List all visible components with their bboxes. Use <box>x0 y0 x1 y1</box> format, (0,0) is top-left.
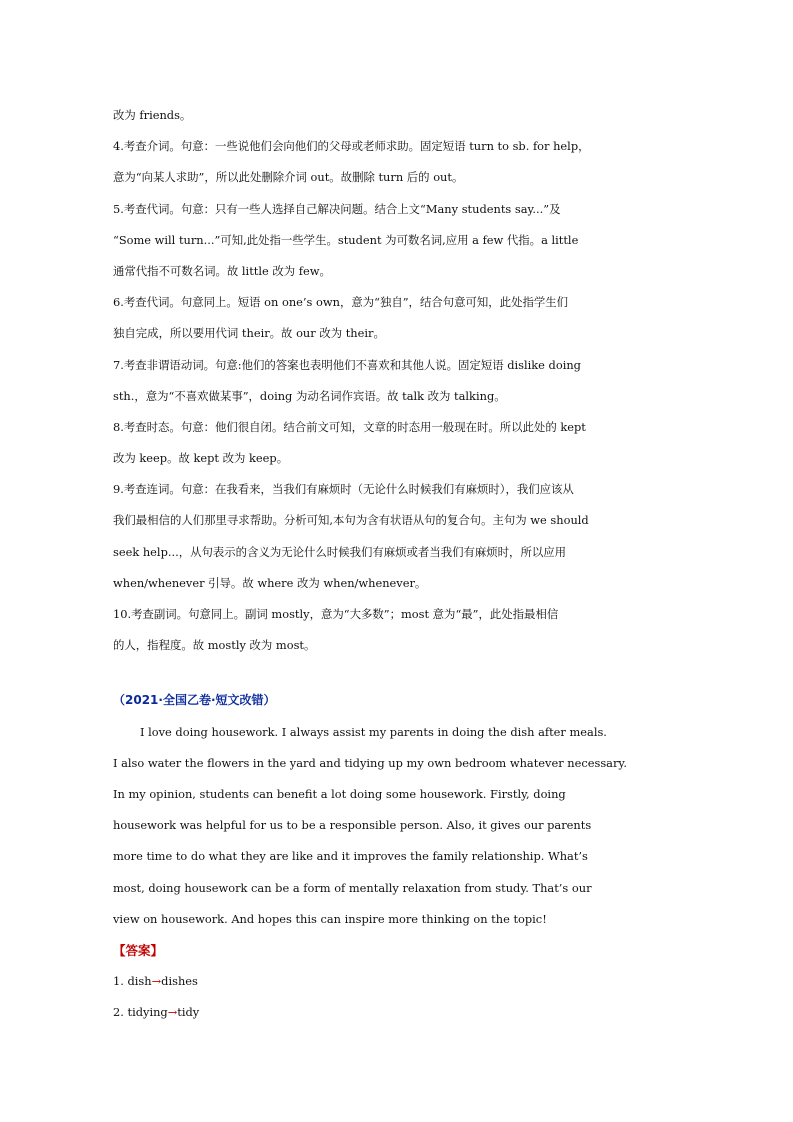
passage-line: most, doing housework can be a form of mentally relaxation from study. That’s our <box>113 880 592 895</box>
answer-correct-word: tidy <box>177 1005 200 1020</box>
passage-line: view on housework. And hopes this can inspire more thinking on the topic! <box>113 911 547 926</box>
answer-correct-word: dishes <box>161 974 198 989</box>
answer-wrong-word: tidying <box>127 1005 168 1020</box>
explanation-line: 意为“向某人求助”，所以此处删除介词 out。故删除 turn 后的 out。 <box>113 170 464 185</box>
explanation-line: 通常代指不可数名词。故 little 改为 few。 <box>113 263 331 278</box>
passage-line: I love doing housework. I always assist my parents in doing the dish after meals. <box>140 724 607 739</box>
arrow-icon: → <box>151 974 162 989</box>
passage-line: housework was helpful for us to be a responsible person. Also, it gives our parents <box>113 818 592 833</box>
answer-number: 1. <box>113 974 124 989</box>
explanation-line: when/whenever 引导。故 where 改为 when/whenever。 <box>113 575 427 590</box>
explanation-line: 改为 keep。故 kept 改为 keep。 <box>113 451 289 466</box>
arrow-icon: → <box>167 1005 178 1020</box>
explanation-line: “Some will turn...”可知,此处指一些学生。student 为可数名词,应用 a few 代指。a little <box>113 232 579 247</box>
explanation-line: 4.考查介词。句意：一些说他们会向他们的父母或老师求助。固定短语 turn to sb. for help， <box>113 139 590 154</box>
explanation-line: 8.考查时态。句意：他们很自闭。结合前文可知，文章的时态用一般现在时。所以此处的 kept <box>113 419 586 434</box>
section-heading: （2021·全国乙卷·短文改错） <box>113 693 276 708</box>
explanation-line: sth.，意为“不喜欢做某事”，doing 为动名词作宾语。故 talk 改为 talking。 <box>113 388 506 403</box>
answer-list <box>113 966 683 1028</box>
explanation-line: 10.考查副词。句意同上。副词 mostly，意为“大多数”；most 意为“最”，此处指最相信 <box>113 607 559 621</box>
passage-line: In my opinion, students can benefit a lot doing some housework. Firstly, doing <box>113 786 566 801</box>
document-content <box>113 100 683 1028</box>
explanation-line: seek help...，从句表示的含义为无论什么时候我们有麻烦或者当我们有麻烦时，所以应用 <box>113 544 567 559</box>
explanation-block <box>113 100 683 661</box>
passage-block <box>113 717 683 935</box>
explanation-line: 的人，指程度。故 mostly 改为 most。 <box>113 638 316 653</box>
explanation-line: 独自完成，所以要用代词 their。故 our 改为 their。 <box>113 326 385 341</box>
passage-line: more time to do what they are like and it improves the family relationship. What’s <box>113 849 588 864</box>
answer-item <box>113 997 683 1028</box>
explanation-line: 我们最相信的人们那里寻求帮助。分析可知,本句为含有状语从句的复合句。主句为 we should <box>113 513 589 528</box>
explanation-line: 5.考查代词。句意：只有一些人选择自己解决问题。结合上文“Many students say...”及 <box>113 201 561 216</box>
answer-label: 【答案】 <box>113 942 164 958</box>
answer-item <box>113 966 683 997</box>
explanation-line: 改为 friends。 <box>113 108 192 122</box>
explanation-line: 6.考查代词。句意同上。短语 on one’s own，意为“独自”，结合句意可知，此处指学生们 <box>113 295 569 310</box>
answer-wrong-word: dish <box>127 974 152 989</box>
section-gap <box>113 661 683 685</box>
explanation-line: 7.考查非谓语动词。句意:他们的答案也表明他们不喜欢和其他人说。固定短语 dislike doing <box>113 357 581 372</box>
answer-number: 2. <box>113 1005 124 1020</box>
passage-line: I also water the flowers in the yard and tidying up my own bedroom whatever necessary. <box>113 755 627 770</box>
explanation-line: 9.考查连词。句意：在我看来，当我们有麻烦时（无论什么时候我们有麻烦时），我们应该从 <box>113 482 574 497</box>
